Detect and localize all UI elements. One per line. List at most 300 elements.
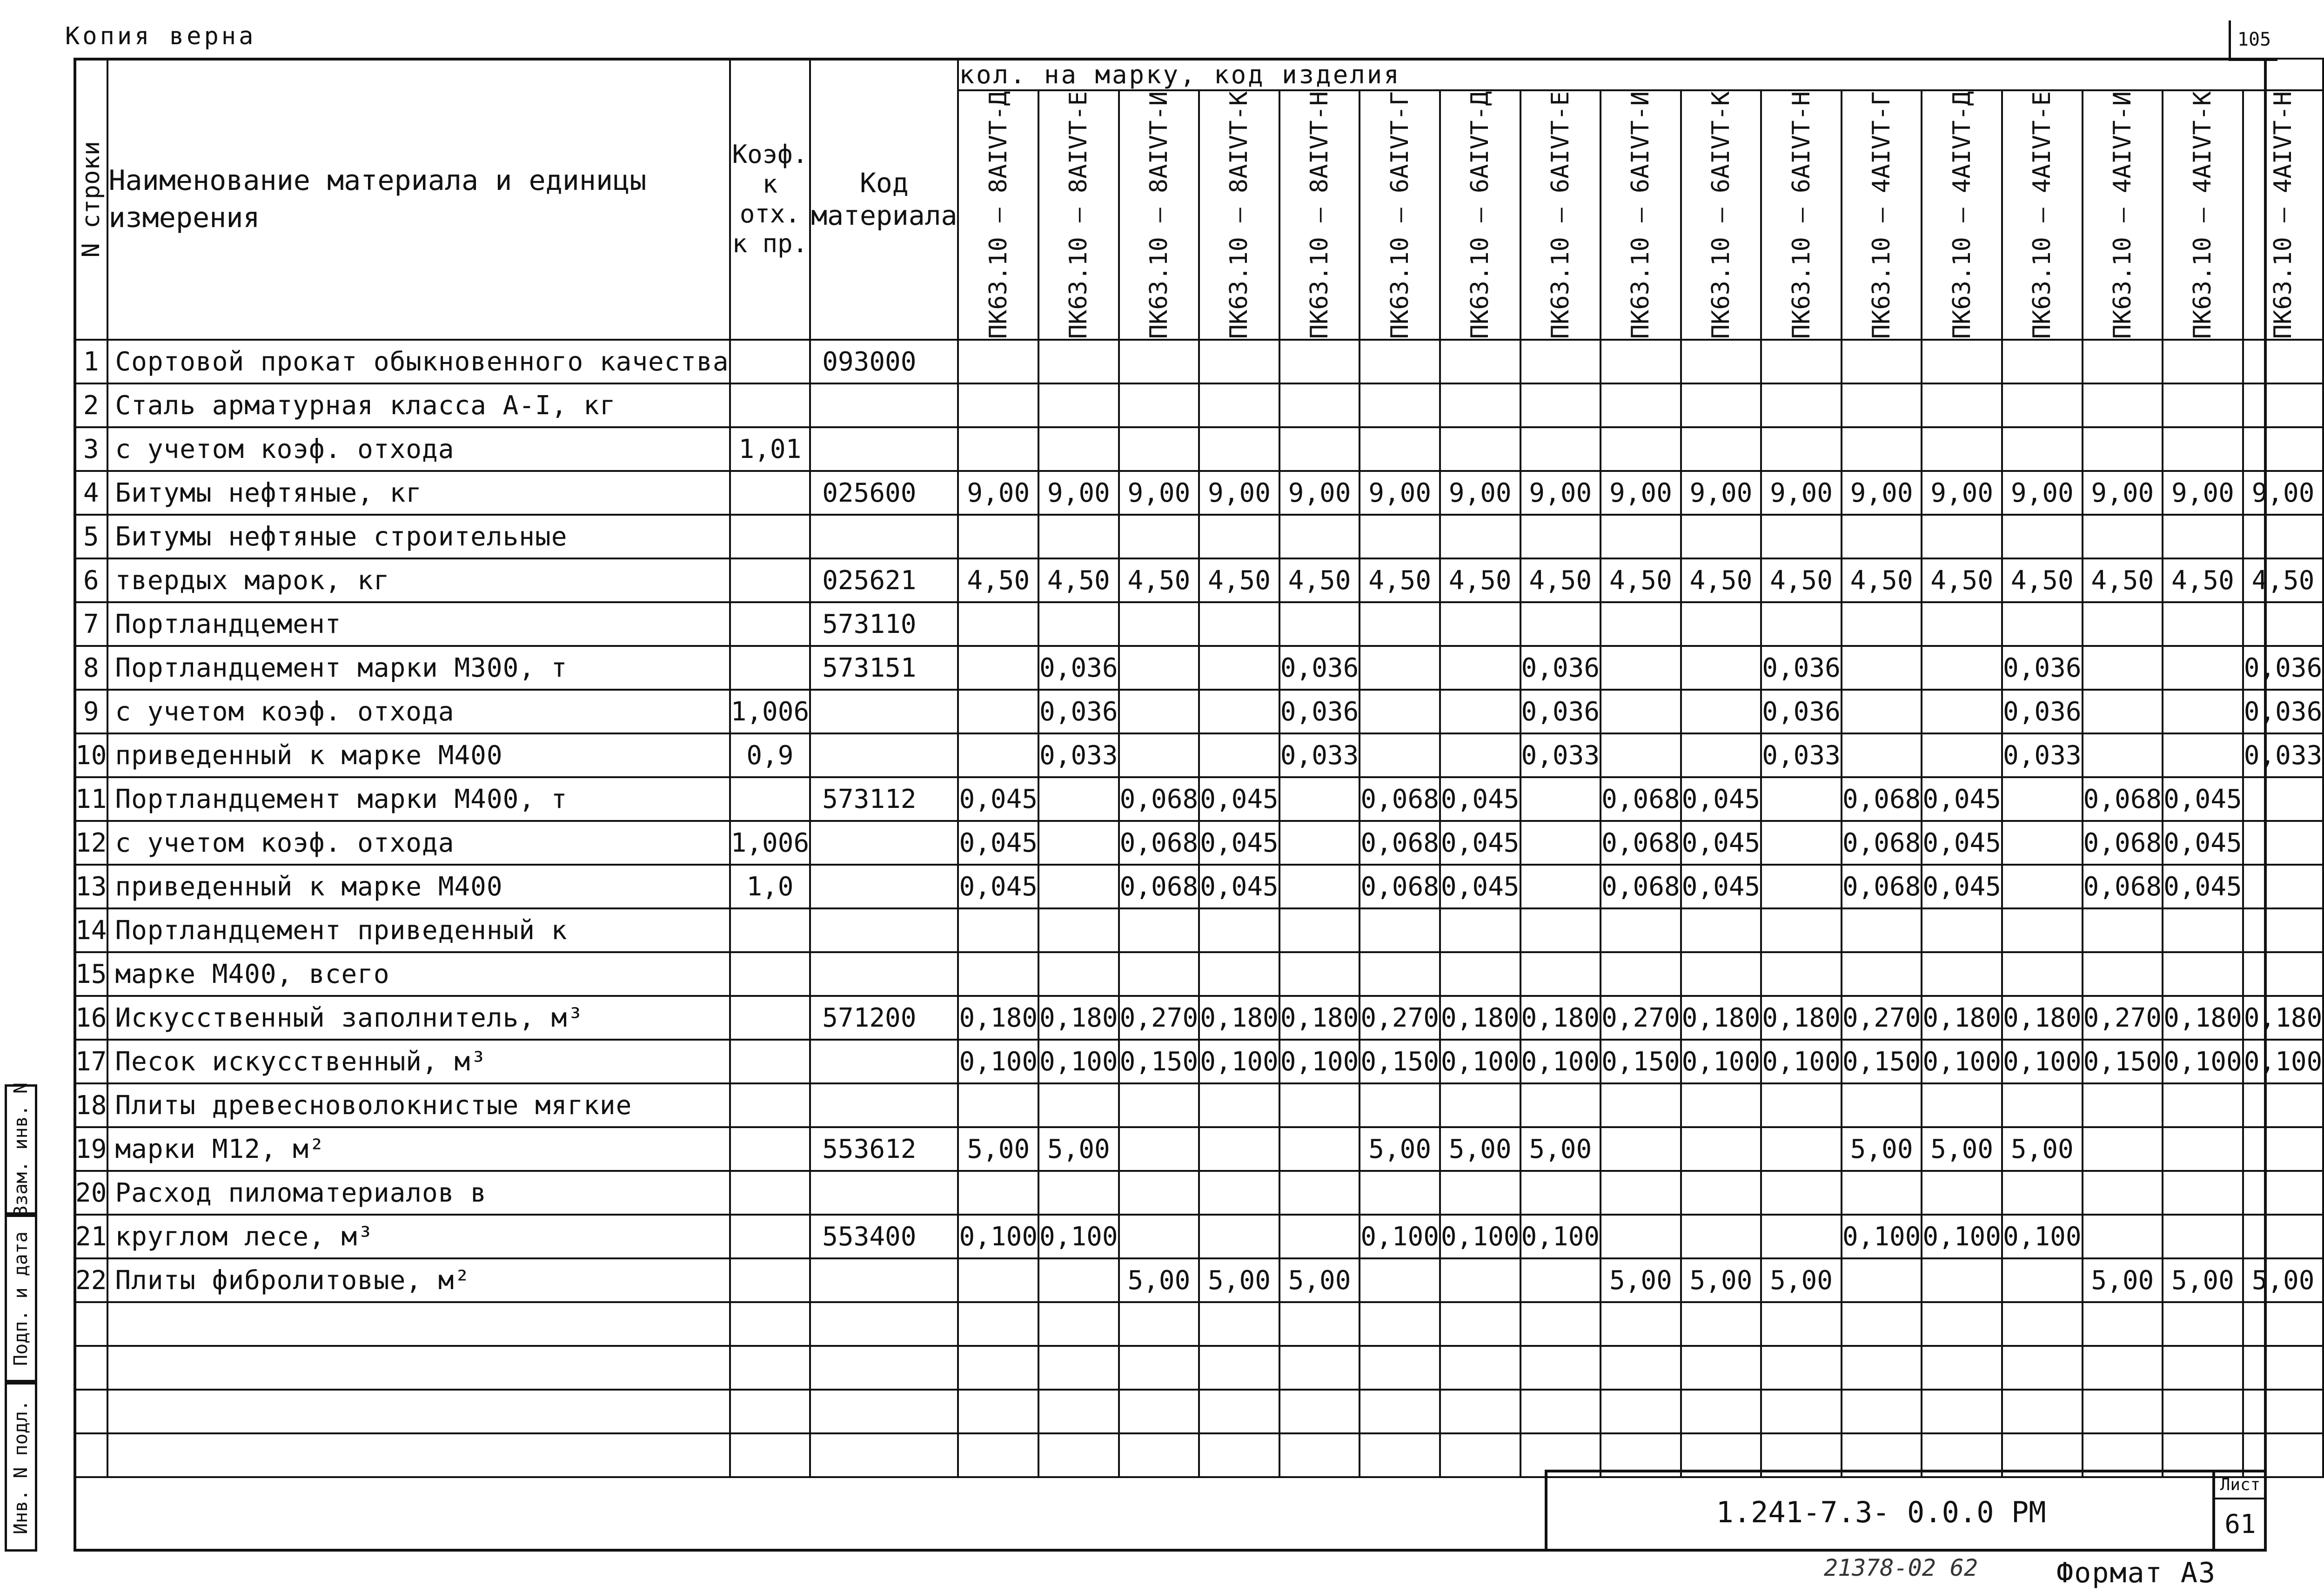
quantity-cell	[2243, 1215, 2324, 1258]
quantity-cell	[1279, 427, 1360, 471]
quantity-cell	[2243, 340, 2324, 383]
document-code: 1.241-7.3- 0.0.0 РМ	[1545, 1470, 2215, 1552]
stamp-cell-replaced-inv: Взам. инв. N	[5, 1084, 37, 1215]
quantity-cell: 0,045	[958, 821, 1038, 865]
blank-cell	[2243, 1390, 2324, 1433]
quantity-cell	[1119, 602, 1199, 646]
product-header-5: ПК63.10 — 8АIVТ-Н	[1279, 90, 1360, 340]
quantity-cell	[2083, 952, 2163, 996]
blank-cell	[1038, 1346, 1119, 1390]
row-number: 17	[74, 1040, 107, 1083]
quantity-cell	[1922, 1171, 2002, 1215]
quantity-cell: 0,180	[1279, 996, 1360, 1040]
quantity-cell	[2243, 602, 2324, 646]
blank-cell	[730, 1390, 810, 1433]
header-material-code: Код материала	[810, 59, 958, 340]
quantity-cell	[1520, 1083, 1601, 1127]
quantity-cell	[1360, 908, 1440, 952]
quantity-cell	[1842, 602, 1922, 646]
row-number: 9	[74, 690, 107, 733]
quantity-cell	[1761, 515, 1842, 558]
quantity-cell: 0,100	[1360, 1215, 1440, 1258]
quantity-cell	[1922, 690, 2002, 733]
quantity-cell	[1440, 646, 1520, 690]
quantity-cell	[1279, 865, 1360, 908]
product-header-17: ПК63.10 — 4АIVТ-Н	[2243, 90, 2324, 340]
quantity-cell	[2083, 1215, 2163, 1258]
quantity-cell	[2243, 383, 2324, 427]
quantity-cell	[1922, 427, 2002, 471]
quantity-cell: 9,00	[1681, 471, 1761, 515]
row-number: 10	[74, 733, 107, 777]
table-row	[74, 602, 2323, 646]
material-name: с учетом коэф. отхода	[107, 427, 730, 471]
blank-cell	[2002, 1346, 2083, 1390]
blank-cell	[2002, 1302, 2083, 1346]
quantity-cell: 4,50	[1520, 558, 1601, 602]
quantity-cell	[2243, 908, 2324, 952]
coefficient	[730, 1040, 810, 1083]
coefficient	[730, 1127, 810, 1171]
blank-cell	[1360, 1433, 1440, 1477]
row-number: 4	[74, 471, 107, 515]
table-row	[74, 777, 2323, 821]
quantity-cell	[1199, 1171, 1279, 1215]
material-code	[810, 690, 958, 733]
material-code: 025621	[810, 558, 958, 602]
quantity-cell: 5,00	[1279, 1258, 1360, 1302]
material-code: 553612	[810, 1127, 958, 1171]
coefficient	[730, 996, 810, 1040]
blank-cell	[1520, 1346, 1601, 1390]
quantity-cell	[2243, 427, 2324, 471]
quantity-cell: 4,50	[2243, 558, 2324, 602]
quantity-cell	[1360, 427, 1440, 471]
quantity-cell	[2163, 1083, 2243, 1127]
quantity-cell	[2002, 340, 2083, 383]
quantity-cell	[1520, 602, 1601, 646]
quantity-cell: 5,00	[2002, 1127, 2083, 1171]
quantity-cell	[1279, 777, 1360, 821]
table-row	[74, 865, 2323, 908]
quantity-cell: 0,068	[2083, 821, 2163, 865]
quantity-cell: 9,00	[1601, 471, 1681, 515]
row-number: 15	[74, 952, 107, 996]
blank-cell	[2002, 1390, 2083, 1433]
quantity-cell: 0,045	[1199, 777, 1279, 821]
quantity-cell: 0,033	[1279, 733, 1360, 777]
quantity-cell: 4,50	[1279, 558, 1360, 602]
quantity-cell	[2163, 1171, 2243, 1215]
quantity-cell	[2163, 646, 2243, 690]
stamp-strip	[5, 1084, 70, 1552]
quantity-cell	[2002, 908, 2083, 952]
material-code: 573151	[810, 646, 958, 690]
quantity-cell: 0,045	[1922, 777, 2002, 821]
quantity-cell	[958, 1083, 1038, 1127]
quantity-cell: 0,100	[1520, 1215, 1601, 1258]
quantity-cell: 0,270	[1119, 996, 1199, 1040]
table-row	[74, 733, 2323, 777]
quantity-cell	[1922, 646, 2002, 690]
blank-cell	[2083, 1390, 2163, 1433]
quantity-cell	[1761, 1171, 1842, 1215]
quantity-cell: 4,50	[1842, 558, 1922, 602]
material-code	[810, 1083, 958, 1127]
quantity-cell: 0,036	[2243, 646, 2324, 690]
quantity-cell	[958, 690, 1038, 733]
quantity-cell: 0,068	[1360, 821, 1440, 865]
quantity-cell	[1360, 1083, 1440, 1127]
quantity-cell	[1119, 733, 1199, 777]
quantity-cell: 5,00	[1520, 1127, 1601, 1171]
quantity-cell	[2083, 1127, 2163, 1171]
quantity-cell	[1440, 515, 1520, 558]
quantity-cell: 0,180	[958, 996, 1038, 1040]
quantity-cell	[1360, 733, 1440, 777]
quantity-cell: 0,045	[1199, 865, 1279, 908]
quantity-cell	[1119, 383, 1199, 427]
quantity-cell: 0,100	[2002, 1040, 2083, 1083]
quantity-cell: 0,180	[1681, 996, 1761, 1040]
blank-cell	[730, 1346, 810, 1390]
table-row	[74, 821, 2323, 865]
quantity-cell	[1922, 1258, 2002, 1302]
quantity-cell: 0,045	[1440, 821, 1520, 865]
quantity-cell	[1842, 427, 1922, 471]
quantity-cell: 4,50	[1199, 558, 1279, 602]
quantity-cell	[1520, 383, 1601, 427]
quantity-cell: 0,180	[2163, 996, 2243, 1040]
material-code: 553400	[810, 1215, 958, 1258]
quantity-cell: 5,00	[1038, 1127, 1119, 1171]
blank-cell	[810, 1390, 958, 1433]
stamp-cell-inv-original: Инв. N подл.	[5, 1382, 37, 1552]
quantity-cell: 0,068	[1360, 865, 1440, 908]
blank-cell	[1681, 1302, 1761, 1346]
quantity-cell	[1761, 1127, 1842, 1171]
quantity-cell: 9,00	[1761, 471, 1842, 515]
blank-cell	[2163, 1346, 2243, 1390]
quantity-cell: 5,00	[1440, 1127, 1520, 1171]
quantity-cell	[2002, 1083, 2083, 1127]
quantity-cell	[1360, 646, 1440, 690]
quantity-cell	[1038, 1083, 1119, 1127]
quantity-cell	[958, 1171, 1038, 1215]
blank-cell	[1199, 1390, 1279, 1433]
product-header-3: ПК63.10 — 8АIVТ-И	[1119, 90, 1199, 340]
material-name: круглом лесе, м³	[107, 1215, 730, 1258]
table-row	[74, 1127, 2323, 1171]
blank-cell	[1681, 1390, 1761, 1433]
quantity-cell	[1601, 427, 1681, 471]
quantity-cell	[1038, 602, 1119, 646]
row-number: 21	[74, 1215, 107, 1258]
quantity-cell	[1038, 777, 1119, 821]
quantity-cell	[1038, 515, 1119, 558]
quantity-cell	[1601, 340, 1681, 383]
coefficient	[730, 952, 810, 996]
row-number: 1	[74, 340, 107, 383]
quantity-cell: 0,180	[1761, 996, 1842, 1040]
quantity-cell: 0,036	[1279, 646, 1360, 690]
quantity-cell	[1199, 908, 1279, 952]
row-number: 6	[74, 558, 107, 602]
quantity-cell: 0,033	[1761, 733, 1842, 777]
quantity-cell: 9,00	[1279, 471, 1360, 515]
quantity-cell: 5,00	[958, 1127, 1038, 1171]
quantity-cell: 0,045	[1681, 821, 1761, 865]
quantity-cell	[1440, 733, 1520, 777]
table-row	[74, 908, 2323, 952]
coefficient: 0,9	[730, 733, 810, 777]
quantity-cell	[1601, 908, 1681, 952]
quantity-cell	[2002, 383, 2083, 427]
quantity-cell	[1199, 1215, 1279, 1258]
quantity-cell: 4,50	[2002, 558, 2083, 602]
quantity-cell	[1279, 340, 1360, 383]
material-code	[810, 865, 958, 908]
stamp-cell-signature-date: Подп. и дата	[5, 1215, 37, 1382]
row-number: 14	[74, 908, 107, 952]
quantity-cell	[2163, 515, 2243, 558]
quantity-cell	[1601, 733, 1681, 777]
quantity-cell: 0,068	[1601, 821, 1681, 865]
quantity-cell	[1520, 952, 1601, 996]
quantity-cell	[2163, 427, 2243, 471]
material-name: приведенный к марке М400	[107, 865, 730, 908]
quantity-cell	[1681, 515, 1761, 558]
quantity-cell: 5,00	[1761, 1258, 1842, 1302]
quantity-cell	[1279, 1215, 1360, 1258]
quantity-cell	[1360, 690, 1440, 733]
quantity-cell: 0,270	[1601, 996, 1681, 1040]
quantity-cell: 0,045	[1440, 865, 1520, 908]
header-coefficient: Коэф. к отх. к пр.	[730, 59, 810, 340]
quantity-cell: 0,270	[1842, 996, 1922, 1040]
quantity-cell	[1761, 865, 1842, 908]
quantity-cell: 0,100	[1199, 1040, 1279, 1083]
quantity-cell	[1279, 383, 1360, 427]
quantity-cell: 0,068	[1119, 777, 1199, 821]
row-number: 16	[74, 996, 107, 1040]
quantity-cell: 4,50	[1038, 558, 1119, 602]
quantity-cell	[1842, 908, 1922, 952]
material-name: Портландцемент марки М400, т	[107, 777, 730, 821]
quantity-cell: 0,150	[2083, 1040, 2163, 1083]
quantity-cell	[1681, 427, 1761, 471]
row-number: 20	[74, 1171, 107, 1215]
quantity-cell: 9,00	[1440, 471, 1520, 515]
row-number: 3	[74, 427, 107, 471]
table-row	[74, 340, 2323, 383]
blank-cell	[1440, 1346, 1520, 1390]
quantity-cell: 0,100	[1922, 1215, 2002, 1258]
table-row	[74, 427, 2323, 471]
quantity-cell	[1761, 427, 1842, 471]
quantity-cell	[2083, 908, 2163, 952]
quantity-cell	[1922, 733, 2002, 777]
blank-cell	[1199, 1346, 1279, 1390]
quantity-cell: 9,00	[1360, 471, 1440, 515]
quantity-cell	[1279, 1171, 1360, 1215]
quantity-cell	[1601, 1215, 1681, 1258]
material-name: Портландцемент марки М300, т	[107, 646, 730, 690]
coefficient	[730, 340, 810, 383]
quantity-cell: 0,100	[1440, 1040, 1520, 1083]
material-name: Сталь арматурная класса А-I, кг	[107, 383, 730, 427]
blank-cell	[1119, 1346, 1199, 1390]
material-name: Искусственный заполнитель, м³	[107, 996, 730, 1040]
quantity-cell: 0,100	[1922, 1040, 2002, 1083]
blank-cell	[1279, 1433, 1360, 1477]
quantity-cell	[2163, 602, 2243, 646]
quantity-cell	[2243, 821, 2324, 865]
quantity-cell	[1761, 602, 1842, 646]
quantity-cell	[1520, 1171, 1601, 1215]
quantity-cell	[1199, 340, 1279, 383]
blank-cell	[1279, 1346, 1360, 1390]
material-code: 571200	[810, 996, 958, 1040]
quantity-cell	[1199, 1083, 1279, 1127]
quantity-cell	[1520, 515, 1601, 558]
quantity-cell: 0,036	[2002, 690, 2083, 733]
quantity-cell: 9,00	[1119, 471, 1199, 515]
quantity-cell	[1199, 383, 1279, 427]
coefficient	[730, 1215, 810, 1258]
material-name: Битумы нефтяные, кг	[107, 471, 730, 515]
blank-cell	[1038, 1433, 1119, 1477]
quantity-cell: 0,036	[2002, 646, 2083, 690]
quantity-cell: 0,033	[2243, 733, 2324, 777]
quantity-cell: 0,045	[2163, 865, 2243, 908]
quantity-cell	[1119, 1171, 1199, 1215]
table-row	[74, 1215, 2323, 1258]
coefficient	[730, 515, 810, 558]
quantity-cell: 0,045	[1681, 865, 1761, 908]
quantity-cell: 9,00	[1922, 471, 2002, 515]
blank-cell	[1360, 1390, 1440, 1433]
table-row	[74, 515, 2323, 558]
blank-cell	[1922, 1346, 2002, 1390]
quantity-cell	[958, 908, 1038, 952]
quantity-cell: 0,068	[2083, 777, 2163, 821]
quantity-cell	[2163, 952, 2243, 996]
quantity-cell: 0,045	[2163, 777, 2243, 821]
product-header-12: ПК63.10 — 4АIVТ-Г	[1842, 90, 1922, 340]
quantity-cell	[1360, 1171, 1440, 1215]
quantity-cell: 0,036	[1761, 646, 1842, 690]
blank-cell	[1360, 1346, 1440, 1390]
quantity-cell: 0,068	[1119, 865, 1199, 908]
quantity-cell: 0,068	[1601, 865, 1681, 908]
quantity-cell: 9,00	[2243, 471, 2324, 515]
product-header-16: ПК63.10 — 4АIVТ-К	[2163, 90, 2243, 340]
quantity-cell	[1842, 1171, 1922, 1215]
quantity-cell	[958, 383, 1038, 427]
quantity-cell: 4,50	[958, 558, 1038, 602]
quantity-cell	[1119, 427, 1199, 471]
quantity-cell	[1842, 383, 1922, 427]
quantity-cell	[1199, 427, 1279, 471]
blank-cell	[1440, 1390, 1520, 1433]
product-header-14: ПК63.10 — 4АIVТ-Е	[2002, 90, 2083, 340]
coefficient	[730, 602, 810, 646]
quantity-cell: 4,50	[1761, 558, 1842, 602]
quantity-cell: 0,045	[958, 777, 1038, 821]
quantity-cell: 0,100	[1842, 1215, 1922, 1258]
quantity-cell	[1842, 1258, 1922, 1302]
quantity-cell	[1681, 383, 1761, 427]
quantity-cell	[1922, 908, 2002, 952]
quantity-cell	[1601, 1171, 1681, 1215]
quantity-cell	[1199, 690, 1279, 733]
row-number: 22	[74, 1258, 107, 1302]
blank-cell	[1199, 1302, 1279, 1346]
blank-cell	[958, 1302, 1038, 1346]
blank-cell	[730, 1302, 810, 1346]
quantity-cell: 0,045	[2163, 821, 2243, 865]
material-code	[810, 383, 958, 427]
blank-cell	[2083, 1302, 2163, 1346]
product-header-8: ПК63.10 — 6АIVТ-Е	[1520, 90, 1601, 340]
table-row	[74, 558, 2323, 602]
quantity-cell: 0,180	[1520, 996, 1601, 1040]
quantity-cell: 0,068	[1842, 865, 1922, 908]
material-code	[810, 1040, 958, 1083]
materials-table	[74, 58, 2324, 1478]
quantity-cell	[1681, 908, 1761, 952]
blank-cell	[1922, 1390, 2002, 1433]
quantity-cell: 0,100	[1279, 1040, 1360, 1083]
quantity-cell	[1761, 1083, 1842, 1127]
table-row	[74, 471, 2323, 515]
quantity-cell	[1922, 340, 2002, 383]
quantity-cell	[1440, 602, 1520, 646]
product-header-10: ПК63.10 — 6АIVТ-К	[1681, 90, 1761, 340]
blank-cell	[107, 1433, 730, 1477]
quantity-cell: 4,50	[2083, 558, 2163, 602]
quantity-cell	[1922, 383, 2002, 427]
quantity-cell: 0,100	[1681, 1040, 1761, 1083]
quantity-cell	[1038, 383, 1119, 427]
quantity-cell	[1681, 1127, 1761, 1171]
coefficient	[730, 558, 810, 602]
quantity-cell: 9,00	[958, 471, 1038, 515]
quantity-cell	[1601, 383, 1681, 427]
quantity-cell	[1360, 340, 1440, 383]
quantity-cell: 9,00	[2163, 471, 2243, 515]
quantity-cell	[1440, 340, 1520, 383]
material-code	[810, 821, 958, 865]
quantity-cell: 0,180	[1038, 996, 1119, 1040]
table-row	[74, 952, 2323, 996]
quantity-cell	[1761, 777, 1842, 821]
quantity-cell: 0,045	[1199, 821, 1279, 865]
material-name: Плиты древесноволокнистые мягкие	[107, 1083, 730, 1127]
quantity-cell: 0,150	[1360, 1040, 1440, 1083]
quantity-cell	[1440, 1258, 1520, 1302]
quantity-cell	[1038, 1258, 1119, 1302]
blank-cell	[1199, 1433, 1279, 1477]
quantity-cell	[1199, 952, 1279, 996]
quantity-cell	[1681, 1083, 1761, 1127]
quantity-cell	[1520, 865, 1601, 908]
quantity-cell	[1360, 515, 1440, 558]
product-header-4: ПК63.10 — 8АIVТ-К	[1199, 90, 1279, 340]
quantity-cell	[2002, 1258, 2083, 1302]
quantity-cell	[1279, 515, 1360, 558]
